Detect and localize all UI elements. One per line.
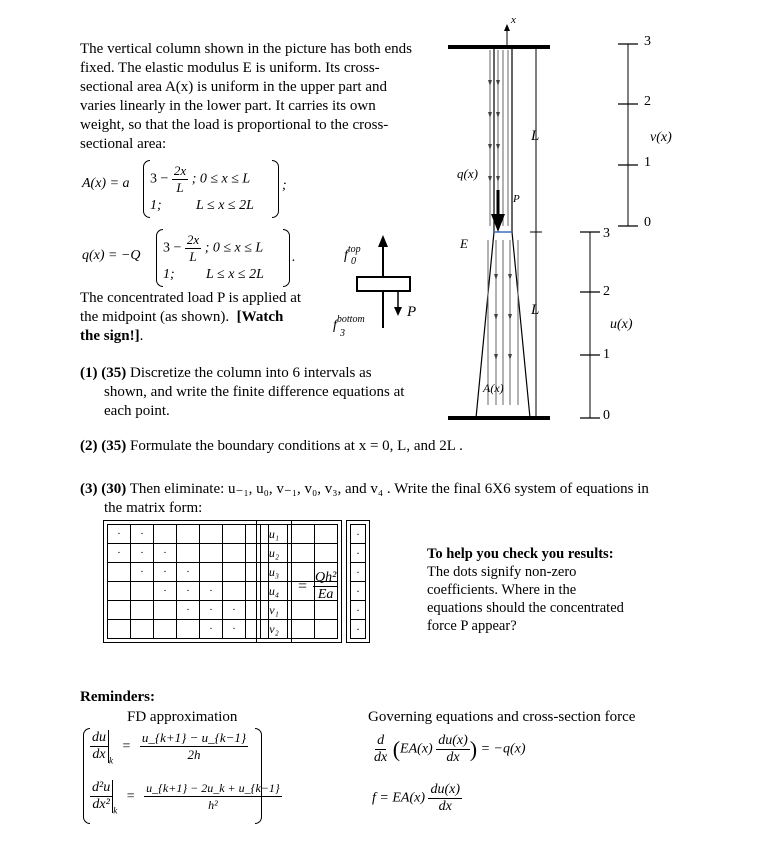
matrix-cell: · bbox=[131, 563, 154, 582]
area-case1-cond: ; 0 ≤ x ≤ L bbox=[191, 171, 251, 187]
section-block bbox=[357, 277, 410, 291]
concentrated-load-paragraph bbox=[80, 289, 340, 346]
matrix-cell: · bbox=[177, 582, 200, 601]
question-1 bbox=[80, 364, 440, 421]
matrix-cell: · bbox=[131, 544, 154, 563]
f-top-sub: 0 bbox=[351, 256, 356, 267]
cross-section-force bbox=[372, 782, 462, 815]
f-top-sup: top bbox=[347, 244, 361, 255]
area-tail: ; bbox=[282, 178, 287, 193]
matrix-cell bbox=[131, 620, 154, 639]
v-tick-label-2: 2 bbox=[644, 94, 651, 109]
frac-num: u_{k+1} − 2u_k + u_{k−1} bbox=[146, 781, 280, 795]
f-bottom-f: f bbox=[333, 318, 337, 333]
matrix-cell bbox=[223, 563, 246, 582]
frac-den: dx bbox=[446, 750, 460, 765]
help-line: equations should the concentrated bbox=[427, 600, 624, 616]
rhs-cell: · bbox=[351, 620, 366, 639]
x-axis-label: x bbox=[511, 14, 516, 26]
frac-num: du(x) bbox=[430, 782, 461, 797]
fd1-lhs bbox=[90, 730, 109, 763]
e-label: E bbox=[460, 236, 468, 251]
intro-paragraph bbox=[80, 40, 450, 154]
matrix-cell bbox=[200, 563, 223, 582]
rhs-cell: · bbox=[351, 563, 366, 582]
fd2-sub: k bbox=[113, 805, 118, 816]
u-tick-label-2: 2 bbox=[603, 284, 610, 299]
frac-num: d bbox=[377, 733, 385, 748]
q1-line: each point. bbox=[104, 403, 170, 419]
load-case1-expr: 3 − bbox=[163, 240, 182, 256]
help-line: The dots signify non-zero bbox=[427, 564, 577, 580]
rhs-fraction bbox=[313, 570, 338, 603]
frac-den: h² bbox=[208, 798, 218, 812]
frac-den: dx bbox=[374, 750, 388, 765]
intro-line: sectional area A(x) is uniform in the upper part and bbox=[80, 79, 387, 95]
u-tick-label-1: 1 bbox=[603, 347, 610, 362]
load-case2-cond: L ≤ x ≤ 2L bbox=[206, 267, 264, 282]
area-right-brace bbox=[272, 160, 279, 218]
matrix-cell bbox=[315, 544, 338, 563]
help-title: To help you check you results: bbox=[427, 546, 614, 562]
matrix-cell: · bbox=[200, 601, 223, 620]
rhs-den: Ea bbox=[317, 587, 334, 602]
matrix-cell bbox=[292, 525, 315, 544]
unknown-cell: u₁ bbox=[261, 525, 288, 544]
q-label: q(x) bbox=[457, 166, 478, 181]
v-tick-label-3: 3 bbox=[644, 34, 651, 49]
rhs-cell: · bbox=[351, 582, 366, 601]
frac-num: d²u bbox=[92, 780, 111, 795]
matrix-cell: · bbox=[154, 544, 177, 563]
rhs-cell: · bbox=[351, 525, 366, 544]
fd-second-derivative: $\frac{\text{d²u}}{\text{dx²}}$ $_k$ = $\frac{u\_\{k+1\} - 2u\_k + u\_\{k-1\}}{\text{h²}}$ bbox=[92, 780, 280, 816]
matrix-cell bbox=[292, 620, 315, 639]
matrix-cell bbox=[292, 544, 315, 563]
conc-line: the midpoint (as shown). bbox=[80, 309, 230, 325]
l-lower-label: L bbox=[531, 302, 540, 318]
l-upper-label: L bbox=[531, 128, 540, 144]
v-label: v(x) bbox=[650, 130, 672, 145]
matrix-cell bbox=[154, 601, 177, 620]
q3-points: (30) bbox=[101, 481, 127, 497]
area-case2-cond: L ≤ x ≤ 2L bbox=[196, 198, 254, 213]
help-line: force P appear? bbox=[427, 618, 517, 634]
help-line: coefficients. Where in the bbox=[427, 582, 577, 598]
u-tick-label-3: 3 bbox=[603, 226, 610, 241]
f-bottom-sup: bottom bbox=[336, 314, 365, 325]
q2-points: (35) bbox=[101, 438, 127, 454]
frac-den: L bbox=[176, 180, 184, 195]
matrix-row bbox=[108, 601, 338, 620]
area-left-brace bbox=[143, 160, 150, 218]
load-case1-fraction bbox=[185, 232, 201, 265]
rhs-factor bbox=[313, 570, 338, 603]
q3-label: (3) bbox=[80, 481, 98, 497]
rhs-num: Qh² bbox=[315, 570, 337, 585]
u-label: u(x) bbox=[610, 317, 633, 332]
load-equation-lhs: q(x) = −Q bbox=[82, 248, 141, 263]
area-case-1 bbox=[150, 163, 250, 196]
p-arrow-head bbox=[394, 307, 402, 316]
question-2 bbox=[80, 437, 540, 456]
intro-line: varies linearly in the lower part. It carries its own bbox=[80, 98, 376, 114]
area-equation-lhs: A(x) = a bbox=[82, 176, 130, 191]
matrix-cell bbox=[108, 620, 131, 639]
matrix-cell bbox=[131, 601, 154, 620]
gov2-lhs: f = EA(x) bbox=[372, 790, 425, 806]
f-top-f: f bbox=[344, 248, 348, 263]
load-tail: . bbox=[292, 250, 296, 265]
unknown-cell: u₂ bbox=[261, 544, 288, 563]
matrix-cell bbox=[108, 563, 131, 582]
frac-den: 2h bbox=[187, 747, 201, 762]
v-tick-label-1: 1 bbox=[644, 155, 651, 170]
rhs-cell: · bbox=[351, 544, 366, 563]
matrix-cell bbox=[177, 544, 200, 563]
f-top-arrow-head bbox=[378, 235, 388, 247]
intro-line: fixed. The elastic modulus E is uniform. Its cross- bbox=[80, 60, 380, 76]
matrix-cell bbox=[200, 544, 223, 563]
matrix-cell: · bbox=[223, 601, 246, 620]
q1-line: shown, and write the finite difference equations at bbox=[104, 384, 405, 400]
matrix-cell: · bbox=[154, 582, 177, 601]
q1-label: (1) bbox=[80, 365, 98, 381]
fd-left-brace bbox=[83, 728, 90, 824]
fd1-sub: k bbox=[109, 755, 113, 766]
gov1-inner: EA(x) bbox=[400, 741, 433, 757]
matrix-cell bbox=[315, 525, 338, 544]
matrix-equals: = bbox=[298, 578, 308, 595]
matrix-cell bbox=[154, 525, 177, 544]
frac-num: du bbox=[92, 730, 106, 745]
q1-line: Discretize the column into 6 intervals as bbox=[130, 365, 372, 381]
q2-text: Formulate the boundary conditions at x = 0, L, and 2L . bbox=[130, 438, 463, 454]
matrix-cell bbox=[108, 601, 131, 620]
q1-points: (35) bbox=[101, 365, 127, 381]
intro-line: The vertical column shown in the picture has both ends bbox=[80, 41, 412, 57]
matrix-cell bbox=[177, 525, 200, 544]
fd-title: FD approximation bbox=[127, 709, 238, 725]
load-right-brace bbox=[283, 229, 290, 287]
frac-num: du(x) bbox=[438, 733, 468, 748]
matrix-cell: · bbox=[177, 601, 200, 620]
column-lower-right bbox=[512, 232, 530, 418]
matrix-cell: · bbox=[200, 582, 223, 601]
fd-first-derivative: $\frac{du}{dx}$ $_k$ = $\frac{u\_\{k+1\} - u\_\{k-1\}}{2h}$ bbox=[92, 730, 247, 766]
q2-label: (2) bbox=[80, 438, 98, 454]
matrix-cell bbox=[292, 601, 315, 620]
matrix-cell bbox=[223, 525, 246, 544]
frac-num: u_{k+1} − u_{k−1} bbox=[141, 730, 247, 745]
frac-den: dx² bbox=[92, 797, 110, 812]
matrix-row bbox=[108, 544, 338, 563]
matrix-cell bbox=[223, 544, 246, 563]
watch-label: [Watch bbox=[236, 309, 284, 325]
unknown-vector bbox=[256, 520, 292, 643]
load-left-brace bbox=[156, 229, 163, 287]
matrix-cell: · bbox=[177, 563, 200, 582]
distributed-load-arrows bbox=[488, 50, 518, 405]
matrix-cell bbox=[177, 620, 200, 639]
unknown-cell: v₁ bbox=[261, 601, 288, 620]
gov1-d bbox=[372, 733, 389, 766]
matrix-cell: · bbox=[200, 620, 223, 639]
conc-tail: . bbox=[139, 328, 144, 344]
matrix-cell bbox=[131, 582, 154, 601]
unknown-vector-cells bbox=[260, 524, 288, 639]
load-case1-cond: ; 0 ≤ x ≤ L bbox=[204, 240, 264, 256]
matrix-cell bbox=[200, 525, 223, 544]
unknown-cell: v₂ bbox=[261, 620, 288, 639]
fd2-lhs bbox=[90, 780, 113, 813]
matrix-cell bbox=[154, 620, 177, 639]
reminders-title: Reminders: bbox=[80, 689, 155, 705]
intro-line: weight, so that the load is proportional to the cross- bbox=[80, 117, 389, 133]
x-axis-arrowhead bbox=[504, 24, 510, 31]
governing-equation: $\frac{d}{dx}$ (EA(x) $\frac{du(x)}{dx}$ ) = −q(x) bbox=[374, 733, 526, 765]
area-case2-expr: 1; bbox=[150, 198, 162, 213]
a-label: A(x) bbox=[483, 381, 504, 395]
matrix-cell: · bbox=[131, 525, 154, 544]
load-case-1 bbox=[163, 232, 263, 265]
section-p-label: P bbox=[407, 304, 417, 320]
gov-title: Governing equations and cross-section force bbox=[368, 709, 636, 725]
q3-line: Then eliminate: u₋₁, u₀, v₋₁, v₀, v₃, and v₄ . Write the final 6X6 system of equations in bbox=[129, 481, 649, 497]
rhs-vector bbox=[346, 520, 370, 643]
gov1-rhs: = −q(x) bbox=[480, 741, 526, 757]
rhs-vector-cells bbox=[350, 524, 366, 639]
matrix-cell: · bbox=[108, 544, 131, 563]
fd2-rhs bbox=[144, 780, 282, 813]
matrix-cell bbox=[108, 582, 131, 601]
gov2-du bbox=[428, 782, 462, 815]
area-case1-expr: 3 − bbox=[150, 171, 169, 187]
frac-den: dx bbox=[438, 799, 452, 814]
conc-line: The concentrated load P is applied at bbox=[80, 290, 302, 306]
area-case1-fraction bbox=[172, 163, 188, 196]
unknown-cell: u₃ bbox=[261, 563, 288, 582]
q3-line: the matrix form: bbox=[104, 500, 203, 516]
matrix-cell bbox=[315, 601, 338, 620]
matrix-cell: · bbox=[108, 525, 131, 544]
f-bottom-label bbox=[333, 314, 365, 334]
matrix-row bbox=[108, 525, 338, 544]
frac-num: 2x bbox=[173, 163, 187, 178]
rhs-cell: · bbox=[351, 601, 366, 620]
matrix-row bbox=[108, 620, 338, 639]
question-3 bbox=[80, 480, 720, 518]
watch-label-2: the sign!] bbox=[80, 328, 140, 344]
matrix-cell bbox=[223, 582, 246, 601]
matrix-cell: · bbox=[154, 563, 177, 582]
u-tick-label-0: 0 bbox=[603, 408, 610, 423]
v-tick-label-0: 0 bbox=[644, 215, 651, 230]
load-case2-expr: 1; bbox=[163, 267, 175, 282]
frac-den: dx bbox=[92, 747, 106, 762]
f-bottom-sub: 3 bbox=[340, 328, 345, 339]
matrix-cell bbox=[315, 620, 338, 639]
column-p-label: P bbox=[513, 193, 520, 205]
frac-num: 2x bbox=[186, 232, 200, 247]
fd1-rhs bbox=[140, 730, 248, 763]
gov1-du bbox=[436, 733, 470, 766]
intro-line: sectional area: bbox=[80, 136, 167, 152]
matrix-cell: · bbox=[223, 620, 246, 639]
help-note bbox=[427, 545, 727, 635]
unknown-cell: u₄ bbox=[261, 582, 288, 601]
frac-den: L bbox=[189, 249, 197, 264]
